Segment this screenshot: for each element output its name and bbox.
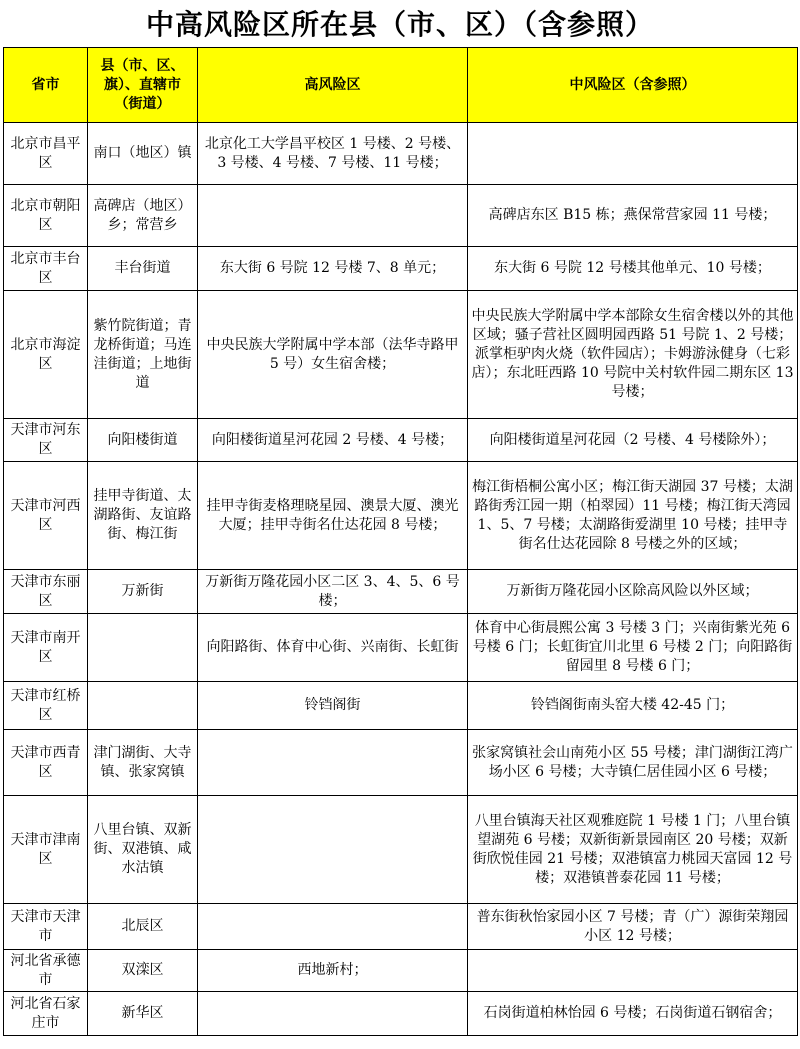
province-cell: 天津市河东区 [4, 419, 88, 462]
province-cell: 天津市南开区 [4, 614, 88, 682]
province-cell: 河北省承德市 [4, 950, 88, 992]
table-row [4, 730, 798, 796]
county-cell [88, 614, 198, 682]
province-cell: 天津市东丽区 [4, 570, 88, 614]
table-row [4, 614, 798, 682]
province-cell: 天津市西青区 [4, 730, 88, 796]
medium-risk-cell: 梅江街梧桐公寓小区；梅江街天湖园 37 号楼；太湖路街秀江园一期（柏翠园）11 号楼；梅江街天湾园 1、5、7 号楼；太湖路街爱湖里 10 号楼；挂甲寺街名仕达花园除 8 号楼之外的区域； [468, 462, 798, 570]
high-risk-cell [198, 185, 468, 247]
high-risk-cell [198, 730, 468, 796]
province-cell: 北京市昌平区 [4, 123, 88, 185]
province-cell: 天津市津南区 [4, 796, 88, 904]
county-cell: 万新街 [88, 570, 198, 614]
header-county: 县（市、区、旗）、直辖市（街道） [88, 48, 198, 123]
high-risk-cell: 西地新村； [198, 950, 468, 992]
county-cell: 紫竹院街道；青龙桥街道；马连洼街道；上地街道 [88, 291, 198, 419]
province-cell: 天津市红桥区 [4, 682, 88, 730]
document-title: 中高风险区所在县（市、区）（含参照） [145, 8, 654, 41]
medium-risk-cell: 八里台镇海天社区观雅庭院 1 号楼 1 门；八里台镇望湖苑 6 号楼；双新街新景园南区 20 号楼；双新街欣悦佳园 21 号楼；双港镇富力桃园天富园 12 号楼；双港镇普泰花园 11 号楼； [468, 796, 798, 904]
medium-risk-cell: 体育中心街晨熙公寓 3 号楼 3 门；兴南街紫光苑 6 号楼 6 门；长虹街宜川北里 6 号楼 2 门；向阳路街留园里 8 号楼 6 门； [468, 614, 798, 682]
county-cell: 挂甲寺街道、太湖路街、友谊路街、梅江街 [88, 462, 198, 570]
county-cell: 双滦区 [88, 950, 198, 992]
county-cell: 高碑店（地区）乡；常营乡 [88, 185, 198, 247]
table-row [4, 185, 798, 247]
medium-risk-cell: 万新街万隆花园小区除高风险以外区域； [468, 570, 798, 614]
high-risk-cell: 万新街万隆花园小区二区 3、4、5、6 号楼； [198, 570, 468, 614]
table-row [4, 419, 798, 462]
table-row [4, 950, 798, 992]
medium-risk-cell: 高碑店东区 B15 栋；燕保常营家园 11 号楼； [468, 185, 798, 247]
table-row [4, 462, 798, 570]
high-risk-cell: 向阳楼街道星河花园 2 号楼、4 号楼； [198, 419, 468, 462]
high-risk-cell [198, 796, 468, 904]
province-cell: 天津市天津市 [4, 904, 88, 950]
county-cell: 新华区 [88, 992, 198, 1036]
county-cell: 南口（地区）镇 [88, 123, 198, 185]
medium-risk-cell: 铃铛阁街南头窑大楼 42-45 门； [468, 682, 798, 730]
header-province: 省市 [4, 48, 88, 123]
medium-risk-cell: 普东街秋怡家园小区 7 号楼；青（广）源街荣翔园小区 12 号楼； [468, 904, 798, 950]
table-row [4, 904, 798, 950]
medium-risk-cell: 向阳楼街道星河花园（2 号楼、4 号楼除外）； [468, 419, 798, 462]
header-medium-risk: 中风险区（含参照） [468, 48, 798, 123]
high-risk-cell: 东大街 6 号院 12 号楼 7、8 单元； [198, 247, 468, 291]
high-risk-cell: 铃铛阁街 [198, 682, 468, 730]
header-high-risk: 高风险区 [198, 48, 468, 123]
province-cell: 北京市海淀区 [4, 291, 88, 419]
high-risk-cell [198, 904, 468, 950]
risk-area-table [3, 47, 798, 1036]
medium-risk-cell [468, 950, 798, 992]
province-cell: 北京市朝阳区 [4, 185, 88, 247]
table-row [4, 682, 798, 730]
table-row [4, 247, 798, 291]
medium-risk-cell: 中央民族大学附属中学本部除女生宿舍楼以外的其他区域；骚子营社区圆明园西路 51 号院 1、2 号楼；派掌柜驴肉火烧（软件园店）；卡姆游泳健身（七彩店）；东北旺西路 10 号院中关村软件园二期东区 13 号楼； [468, 291, 798, 419]
table-row [4, 570, 798, 614]
county-cell: 津门湖街、大寺镇、张家窝镇 [88, 730, 198, 796]
medium-risk-cell: 张家窝镇社会山南苑小区 55 号楼；津门湖街江湾广场小区 6 号楼；大寺镇仁居佳园小区 6 号楼； [468, 730, 798, 796]
high-risk-cell: 向阳路街、体育中心街、兴南街、长虹街 [198, 614, 468, 682]
high-risk-cell [198, 992, 468, 1036]
table-row [4, 796, 798, 904]
medium-risk-cell [468, 123, 798, 185]
province-cell: 天津市河西区 [4, 462, 88, 570]
high-risk-cell: 北京化工大学昌平校区 1 号楼、2 号楼、3 号楼、4 号楼、7 号楼、11 号楼； [198, 123, 468, 185]
county-cell: 向阳楼街道 [88, 419, 198, 462]
table-row [4, 992, 798, 1036]
county-cell: 八里台镇、双新街、双港镇、咸水沽镇 [88, 796, 198, 904]
county-cell [88, 682, 198, 730]
medium-risk-cell: 石岗街道柏林怡园 6 号楼；石岗街道石钢宿舍； [468, 992, 798, 1036]
high-risk-cell: 挂甲寺街麦格理晓星园、澳景大厦、澳光大厦；挂甲寺街名仕达花园 8 号楼； [198, 462, 468, 570]
medium-risk-cell: 东大街 6 号院 12 号楼其他单元、10 号楼； [468, 247, 798, 291]
high-risk-cell: 中央民族大学附属中学本部（法华寺路甲 5 号）女生宿舍楼； [198, 291, 468, 419]
county-cell: 丰台街道 [88, 247, 198, 291]
county-cell: 北辰区 [88, 904, 198, 950]
table-row [4, 291, 798, 419]
table-row [4, 123, 798, 185]
table-header-row [4, 48, 798, 123]
province-cell: 北京市丰台区 [4, 247, 88, 291]
province-cell: 河北省石家庄市 [4, 992, 88, 1036]
